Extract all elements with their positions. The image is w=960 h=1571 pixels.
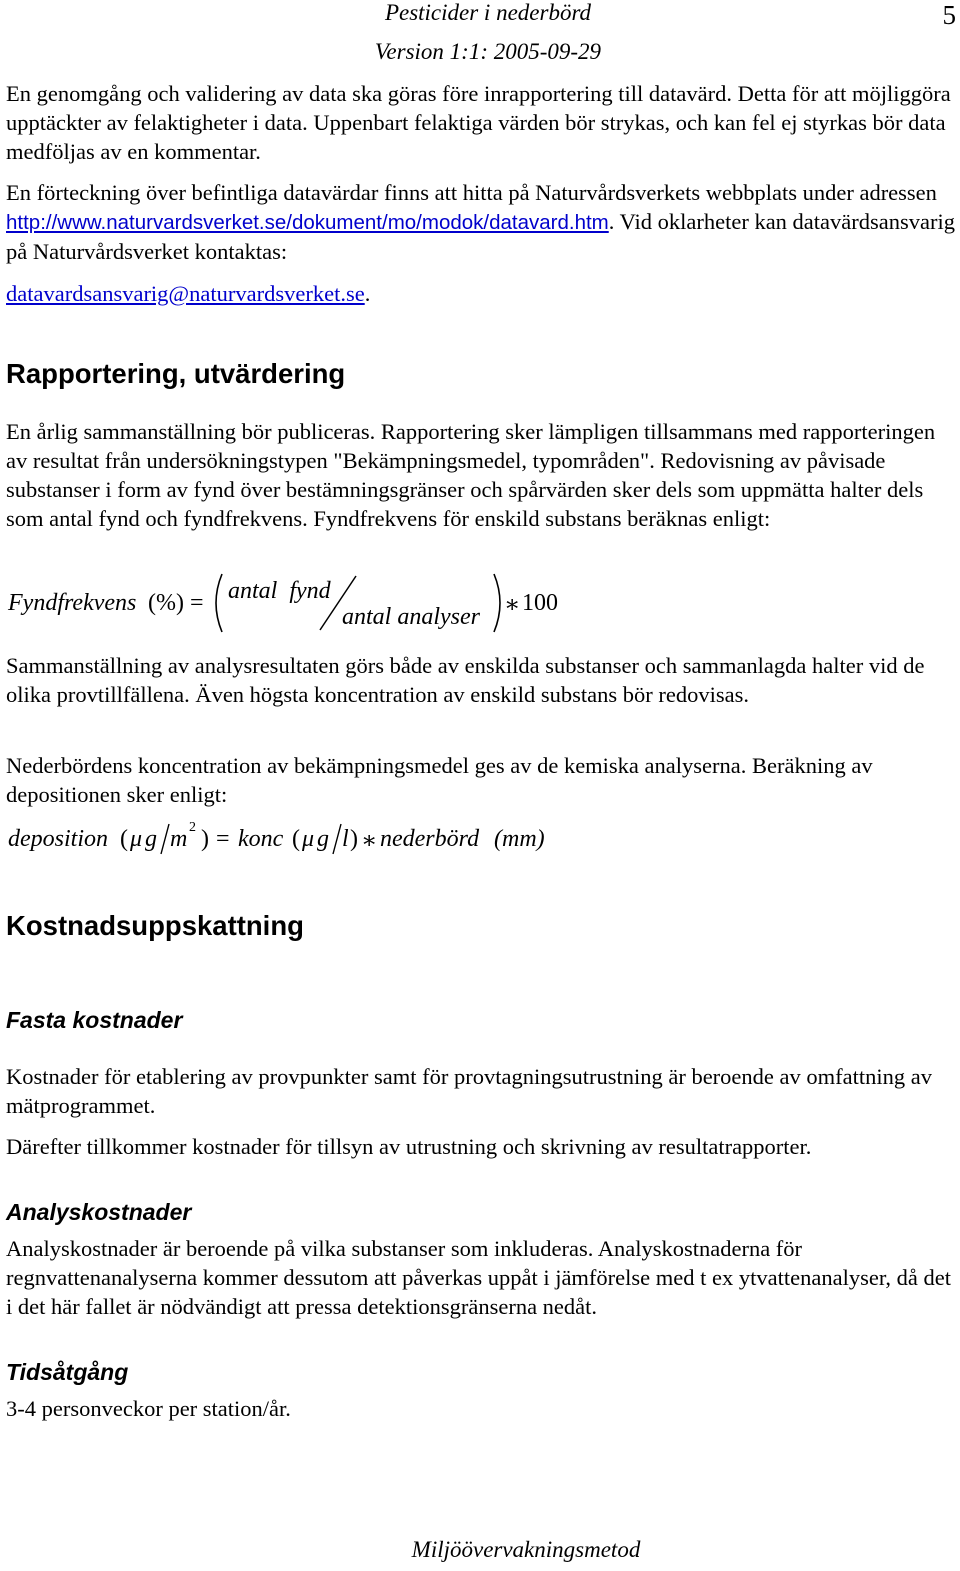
paragraph-validation: En genomgång och validering av data ska göras före inrapportering till datavärd. Detta för att möjliggöra upptäckter av felaktigheter i data. Uppenbart felaktiga värden bör strykas, och kan fel ej styrkas bör data medföljas av en kommentar. <box>6 81 951 164</box>
paragraph-datavard-text: En förteckning över befintliga datavärdar finns att hitta på Naturvårdsverkets webbplats under adressen <box>6 180 937 205</box>
page-number: 5 <box>942 0 956 30</box>
paragraph-datavard-after: . Vid oklarheter kan datavärdsansvarig på Naturvårdsverket kontaktas: <box>6 209 955 264</box>
formula-equals: = <box>190 590 204 616</box>
formula-lhs: Fyndfrekvens <box>8 590 137 616</box>
formula-unit: (%) <box>148 590 184 616</box>
heading-tidsatgang: Tidsåtgång <box>6 1359 129 1385</box>
paragraph-tidsatgang: 3-4 personveckor per station/år. <box>6 1396 291 1421</box>
paragraph-fasta-kostnader: Kostnader för etablering av provpunkter samt för provtagningsutrustning är beroende av omfattning av mätprogrammet. <box>6 1064 932 1118</box>
formula-g: g <box>317 826 329 852</box>
heading-fasta-kostnader: Fasta kostnader <box>6 1007 183 1033</box>
formula-l: l <box>342 826 349 852</box>
paragraph-rapportering: En årlig sammanställning bör publiceras. Rapportering sker lämpligen tillsammans med rapporteringen av resultat från undersökningstypen "Bekämpningsmedel, typområden". Redovisning av påvisade substanser i form av fynd över bestämningsgränser och spårvärden sker dels som uppmätta halter dels som antal fynd och fyndfrekvens. Fyndfrekvens för enskild substans beräknas enligt: <box>6 419 936 531</box>
formula-fyndfrekvens <box>0 570 600 640</box>
heading-rapportering: Rapportering, utvärdering <box>6 358 346 389</box>
running-footer: Miljöövervakningsmetod <box>411 1537 641 1562</box>
formula-konc: konc <box>238 826 284 852</box>
datavard-link[interactable]: http://www.naturvardsverket.se/dokument/mo/modok/datavard.htm <box>6 211 609 234</box>
formula-factor: 100 <box>522 590 558 616</box>
formula-times: ∗ <box>504 592 521 618</box>
paragraph-datavard-list <box>6 178 956 266</box>
paragraph-contact <box>6 279 956 308</box>
formula-mm: (mm) <box>494 826 545 852</box>
formula-deposition <box>0 820 620 860</box>
formula-denominator: antal analyser <box>342 604 480 630</box>
formula-paren: ( <box>120 826 128 852</box>
formula-equals: = <box>216 826 230 852</box>
formula-deposition-label: deposition <box>8 826 108 852</box>
formula-paren: ) <box>201 826 209 852</box>
formula-exponent: 2 <box>189 820 196 835</box>
contact-email-period: . <box>364 281 371 306</box>
paragraph-tillsyn: Därefter tillkommer kostnader för tillsyn av utrustning och skrivning av resultatrapporter. <box>6 1134 812 1159</box>
formula-m: m <box>170 826 188 852</box>
heading-kostnadsuppskattning: Kostnadsuppskattning <box>6 910 304 941</box>
formula-mu: μ <box>130 826 143 852</box>
formula-g: g <box>145 826 157 852</box>
formula-mu: μ <box>302 826 315 852</box>
heading-analyskostnader: Analyskostnader <box>6 1199 192 1225</box>
formula-paren: ( <box>292 826 300 852</box>
formula-paren: ) <box>350 826 358 852</box>
contact-email-link[interactable]: datavardsansvarig@naturvardsverket.se <box>6 281 365 306</box>
running-header-version: Version 1:1: 2005-09-29 <box>374 39 602 64</box>
formula-times: ∗ <box>361 828 378 854</box>
formula-nederbord: nederbörd <box>380 826 480 852</box>
paragraph-sammanstallning: Sammanställning av analysresultaten görs både av enskilda substanser och sammanlagda halter vid de olika provtillfällena. Även högsta koncentration av enskild substans bör redovisas. <box>6 653 925 707</box>
paragraph-analyskostnader: Analyskostnader är beroende på vilka substanser som inkluderas. Analyskostnaderna för regnvattenanalyserna kommer dessutom att påverkas uppåt i jämförelse med t ex ytvattenanalyser, då det i det här fallet är nödvändigt att pressa detektionsgränserna nedåt. <box>6 1236 952 1319</box>
running-header-title: Pesticider i nederbörd <box>384 0 592 25</box>
paragraph-deposition: Nederbördens koncentration av bekämpningsmedel ges av de kemiska analyserna. Beräkning av depositionen sker enligt: <box>6 753 873 807</box>
formula-numerator: antal fynd <box>228 578 331 604</box>
